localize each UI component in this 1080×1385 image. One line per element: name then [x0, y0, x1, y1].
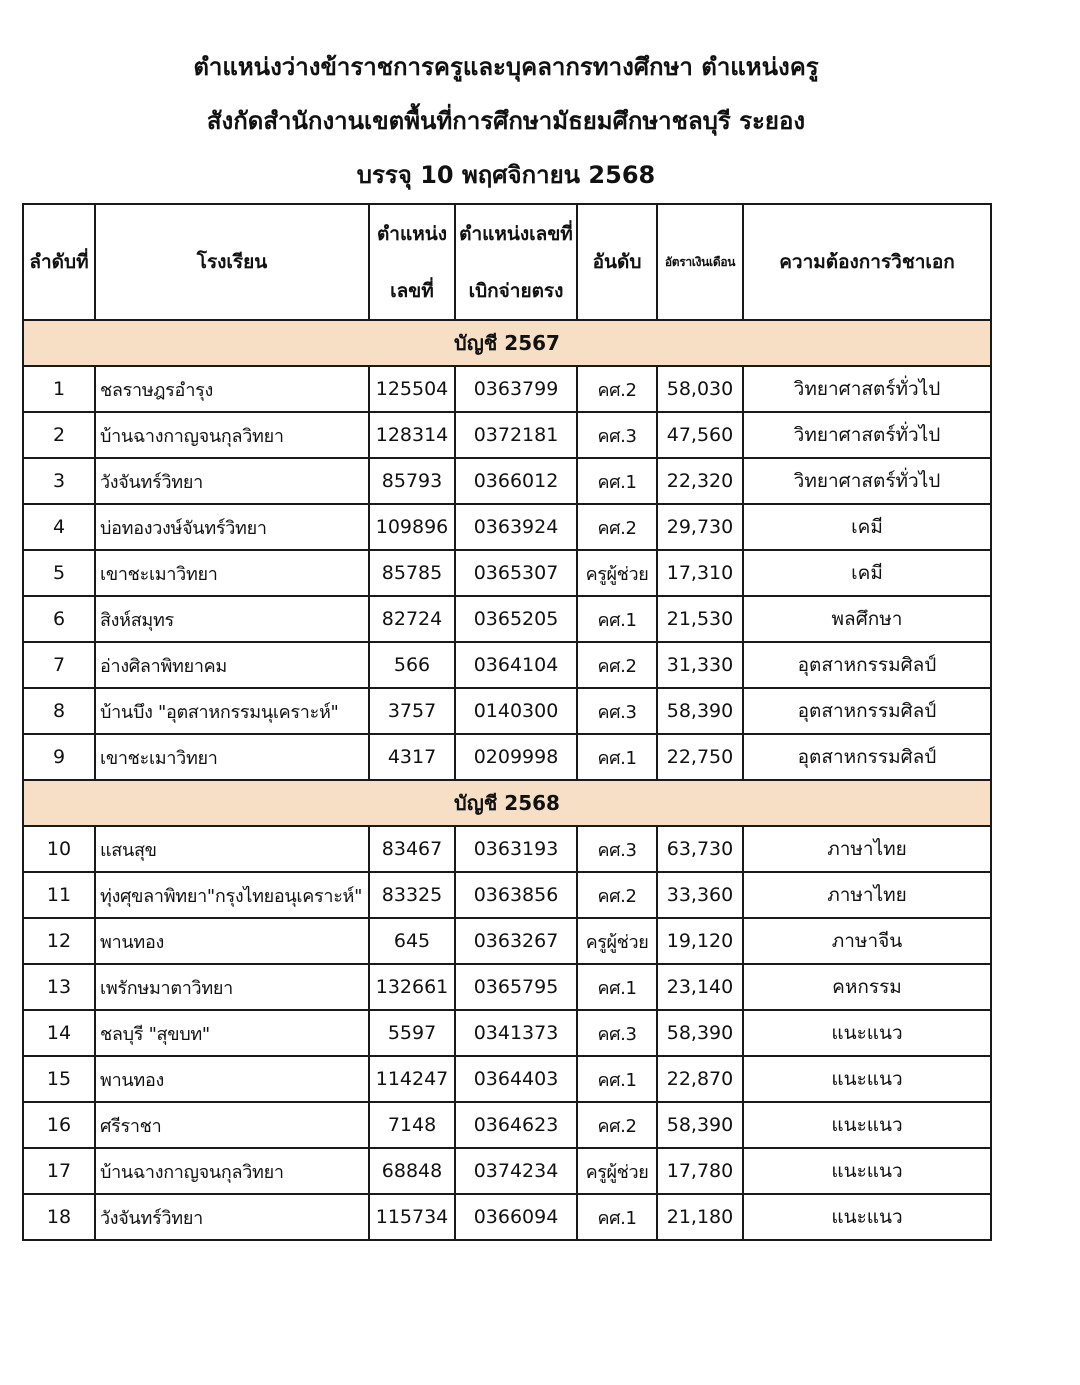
cell-major: พลศึกษา	[743, 596, 991, 642]
cell-direct-no: 0366012	[455, 458, 577, 504]
cell-rank: คศ.1	[577, 1194, 657, 1240]
cell-position-no: 68848	[369, 1148, 455, 1194]
cell-no: 7	[23, 642, 95, 688]
section-header-row	[23, 320, 991, 366]
cell-no: 15	[23, 1056, 95, 1102]
header-direct-no	[455, 204, 577, 320]
cell-major: วิทยาศาสตร์ทั่วไป	[743, 412, 991, 458]
cell-school: บ้านบึง "อุตสาหกรรมนุเคราะห์"	[95, 688, 369, 734]
document-title	[0, 40, 1012, 202]
cell-rank: ครูผู้ช่วย	[577, 918, 657, 964]
cell-direct-no: 0366094	[455, 1194, 577, 1240]
table-row	[23, 1010, 991, 1056]
cell-salary: 22,870	[657, 1056, 743, 1102]
table-row	[23, 1194, 991, 1240]
cell-rank: คศ.2	[577, 366, 657, 412]
cell-no: 8	[23, 688, 95, 734]
header-school: โรงเรียน	[95, 204, 369, 320]
cell-no: 13	[23, 964, 95, 1010]
cell-direct-no: 0363799	[455, 366, 577, 412]
cell-salary: 58,030	[657, 366, 743, 412]
cell-salary: 22,750	[657, 734, 743, 780]
cell-direct-no: 0209998	[455, 734, 577, 780]
table-row	[23, 734, 991, 780]
cell-major: คหกรรม	[743, 964, 991, 1010]
cell-direct-no: 0364104	[455, 642, 577, 688]
cell-direct-no: 0140300	[455, 688, 577, 734]
cell-major: เคมี	[743, 550, 991, 596]
cell-school: แสนสุข	[95, 826, 369, 872]
cell-direct-no: 0363856	[455, 872, 577, 918]
cell-position-no: 645	[369, 918, 455, 964]
section-header-row	[23, 780, 991, 826]
cell-no: 10	[23, 826, 95, 872]
cell-salary: 47,560	[657, 412, 743, 458]
cell-no: 16	[23, 1102, 95, 1148]
cell-no: 11	[23, 872, 95, 918]
cell-position-no: 128314	[369, 412, 455, 458]
cell-salary: 31,330	[657, 642, 743, 688]
cell-salary: 23,140	[657, 964, 743, 1010]
title-line-3: บรรจุ 10 พฤศจิกายน 2568	[356, 161, 656, 189]
cell-rank: คศ.2	[577, 642, 657, 688]
table-row	[23, 826, 991, 872]
cell-school: บ่อทองวงษ์จันทร์วิทยา	[95, 504, 369, 550]
table-row	[23, 918, 991, 964]
cell-rank: คศ.1	[577, 964, 657, 1010]
cell-no: 4	[23, 504, 95, 550]
header-major: ความต้องการวิชาเอก	[743, 204, 991, 320]
table-row	[23, 504, 991, 550]
header-rank: อันดับ	[577, 204, 657, 320]
table-row	[23, 688, 991, 734]
cell-no: 12	[23, 918, 95, 964]
cell-school: บ้านฉางกาญจนกุลวิทยา	[95, 1148, 369, 1194]
cell-position-no: 125504	[369, 366, 455, 412]
table-row	[23, 366, 991, 412]
cell-major: เคมี	[743, 504, 991, 550]
header-row	[23, 204, 991, 320]
table-row	[23, 964, 991, 1010]
cell-major: อุตสาหกรรมศิลป์	[743, 688, 991, 734]
cell-school: วังจันทร์วิทยา	[95, 1194, 369, 1240]
cell-direct-no: 0363267	[455, 918, 577, 964]
header-direct-no-bottom: เบิกจ่ายตรง	[468, 279, 564, 302]
table-row	[23, 1102, 991, 1148]
title-line-2: สังกัดสำนักงานเขตพื้นที่การศึกษามัธยมศึกษาชลบุรี ระยอง	[206, 107, 806, 135]
cell-rank: คศ.1	[577, 1056, 657, 1102]
cell-major: ภาษาไทย	[743, 872, 991, 918]
cell-position-no: 83467	[369, 826, 455, 872]
header-no: ลำดับที่	[23, 204, 95, 320]
cell-rank: คศ.2	[577, 1102, 657, 1148]
table-row	[23, 1148, 991, 1194]
cell-no: 5	[23, 550, 95, 596]
cell-position-no: 109896	[369, 504, 455, 550]
header-direct-no-top: ตำแหน่งเลขที่	[459, 222, 573, 245]
header-salary: อัตราเงินเดือน	[657, 204, 743, 320]
table-row	[23, 872, 991, 918]
table-row	[23, 1056, 991, 1102]
vacancy-table	[22, 203, 992, 1241]
cell-salary: 58,390	[657, 688, 743, 734]
cell-school: เขาชะเมาวิทยา	[95, 550, 369, 596]
table-row	[23, 550, 991, 596]
cell-position-no: 5597	[369, 1010, 455, 1056]
cell-major: ภาษาจีน	[743, 918, 991, 964]
cell-no: 3	[23, 458, 95, 504]
table-row	[23, 412, 991, 458]
cell-salary: 58,390	[657, 1010, 743, 1056]
cell-position-no: 132661	[369, 964, 455, 1010]
cell-major: วิทยาศาสตร์ทั่วไป	[743, 458, 991, 504]
cell-no: 18	[23, 1194, 95, 1240]
cell-position-no: 114247	[369, 1056, 455, 1102]
cell-school: เขาชะเมาวิทยา	[95, 734, 369, 780]
cell-school: ศรีราชา	[95, 1102, 369, 1148]
cell-no: 9	[23, 734, 95, 780]
cell-school: สิงห์สมุทร	[95, 596, 369, 642]
cell-school: ทุ่งศุขลาพิทยา"กรุงไทยอนุเคราะห์"	[95, 872, 369, 918]
cell-no: 1	[23, 366, 95, 412]
cell-position-no: 3757	[369, 688, 455, 734]
cell-direct-no: 0363193	[455, 826, 577, 872]
cell-rank: คศ.3	[577, 826, 657, 872]
cell-salary: 29,730	[657, 504, 743, 550]
cell-salary: 63,730	[657, 826, 743, 872]
cell-major: แนะแนว	[743, 1010, 991, 1056]
cell-school: บ้านฉางกาญจนกุลวิทยา	[95, 412, 369, 458]
table-row	[23, 458, 991, 504]
cell-rank: คศ.3	[577, 1010, 657, 1056]
cell-salary: 17,780	[657, 1148, 743, 1194]
cell-position-no: 83325	[369, 872, 455, 918]
cell-rank: คศ.3	[577, 412, 657, 458]
cell-no: 17	[23, 1148, 95, 1194]
cell-direct-no: 0365307	[455, 550, 577, 596]
cell-school: อ่างศิลาพิทยาคม	[95, 642, 369, 688]
cell-major: ภาษาไทย	[743, 826, 991, 872]
cell-rank: ครูผู้ช่วย	[577, 1148, 657, 1194]
cell-salary: 21,530	[657, 596, 743, 642]
cell-rank: คศ.1	[577, 596, 657, 642]
cell-school: พานทอง	[95, 918, 369, 964]
cell-position-no: 566	[369, 642, 455, 688]
title-line-1: ตำแหน่งว่างข้าราชการครูและบุคลากรทางศึกษา ตำแหน่งครู	[193, 53, 819, 81]
table-row	[23, 642, 991, 688]
cell-school: วังจันทร์วิทยา	[95, 458, 369, 504]
header-position-no-top: ตำแหน่ง	[376, 222, 448, 245]
header-position-no-bottom: เลขที่	[390, 279, 434, 302]
cell-school: ชลบุรี "สุขบท"	[95, 1010, 369, 1056]
cell-major: อุตสาหกรรมศิลป์	[743, 734, 991, 780]
cell-direct-no: 0374234	[455, 1148, 577, 1194]
cell-rank: ครูผู้ช่วย	[577, 550, 657, 596]
cell-direct-no: 0364623	[455, 1102, 577, 1148]
cell-major: แนะแนว	[743, 1194, 991, 1240]
cell-rank: คศ.1	[577, 734, 657, 780]
cell-school: พานทอง	[95, 1056, 369, 1102]
cell-salary: 58,390	[657, 1102, 743, 1148]
cell-direct-no: 0372181	[455, 412, 577, 458]
cell-major: แนะแนว	[743, 1148, 991, 1194]
cell-salary: 19,120	[657, 918, 743, 964]
cell-salary: 33,360	[657, 872, 743, 918]
cell-rank: คศ.2	[577, 872, 657, 918]
cell-salary: 21,180	[657, 1194, 743, 1240]
cell-position-no: 85793	[369, 458, 455, 504]
cell-major: แนะแนว	[743, 1056, 991, 1102]
header-position-no	[369, 204, 455, 320]
cell-school: ชลราษฎรอำรุง	[95, 366, 369, 412]
cell-major: แนะแนว	[743, 1102, 991, 1148]
cell-position-no: 85785	[369, 550, 455, 596]
cell-rank: คศ.2	[577, 504, 657, 550]
section-label: บัญชี 2567	[23, 320, 991, 366]
cell-salary: 22,320	[657, 458, 743, 504]
cell-direct-no: 0363924	[455, 504, 577, 550]
cell-no: 2	[23, 412, 95, 458]
cell-major: อุตสาหกรรมศิลป์	[743, 642, 991, 688]
cell-school: เพรักษมาตาวิทยา	[95, 964, 369, 1010]
cell-position-no: 82724	[369, 596, 455, 642]
cell-direct-no: 0365795	[455, 964, 577, 1010]
cell-direct-no: 0341373	[455, 1010, 577, 1056]
section-label: บัญชี 2568	[23, 780, 991, 826]
cell-direct-no: 0365205	[455, 596, 577, 642]
cell-position-no: 4317	[369, 734, 455, 780]
cell-no: 6	[23, 596, 95, 642]
cell-direct-no: 0364403	[455, 1056, 577, 1102]
cell-salary: 17,310	[657, 550, 743, 596]
cell-position-no: 7148	[369, 1102, 455, 1148]
cell-position-no: 115734	[369, 1194, 455, 1240]
table-body	[23, 320, 991, 1240]
cell-major: วิทยาศาสตร์ทั่วไป	[743, 366, 991, 412]
cell-rank: คศ.1	[577, 458, 657, 504]
cell-no: 14	[23, 1010, 95, 1056]
cell-rank: คศ.3	[577, 688, 657, 734]
table-row	[23, 596, 991, 642]
